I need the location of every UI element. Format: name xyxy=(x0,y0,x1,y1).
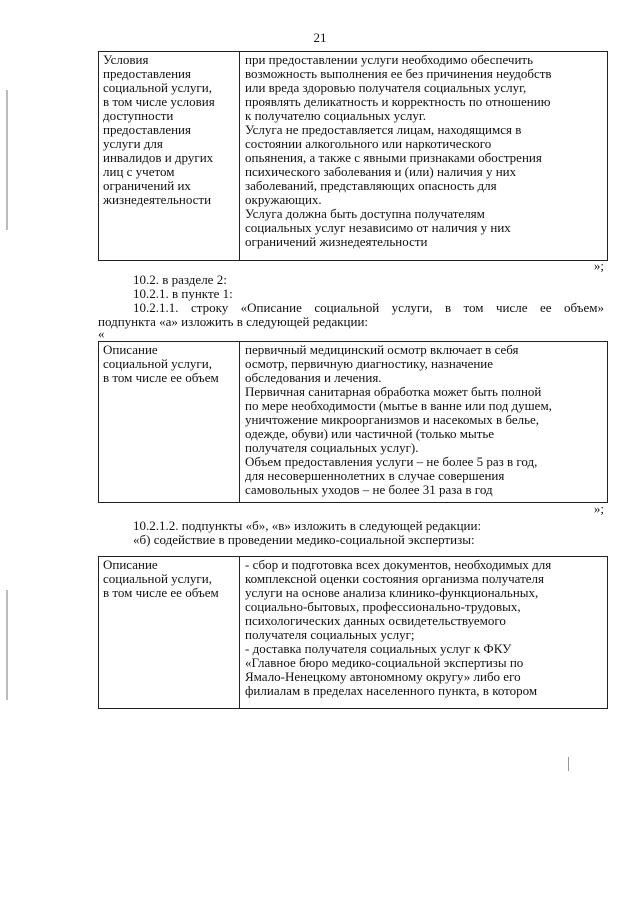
table-line: - сбор и подготовка всех документов, необходимых для xyxy=(245,557,552,572)
table-line: социальной услуги, xyxy=(103,356,212,371)
table-line: при предоставлении услуги необходимо обеспечить xyxy=(245,52,534,67)
table-description-1-content-cell xyxy=(240,342,607,502)
table-line: Объем предоставления услуги – не более 5 раз в год, xyxy=(245,454,538,469)
table-description-2 xyxy=(98,556,608,709)
paragraph-10-2: 10.2. в разделе 2: xyxy=(133,272,227,287)
table-line: в том числе ее объем xyxy=(103,370,219,385)
table-line: возможность выполнения ее без причинения неудобств xyxy=(245,66,552,81)
table-line: психологических данных освидетельствуемого xyxy=(245,613,506,628)
paragraph-10-2-1: 10.2.1. в пункте 1: xyxy=(133,286,233,301)
table-line: услуги на основе анализа клинико-функциональных, xyxy=(245,585,539,600)
table-line: опьянения, а также с явными признаками обострения xyxy=(245,150,542,165)
table-conditions-label-cell xyxy=(99,52,240,260)
table-conditions xyxy=(98,51,608,261)
table-line: проявлять деликатность и корректность по отношению xyxy=(245,94,551,109)
table-conditions-content-cell xyxy=(240,52,607,260)
table-line: услуги для xyxy=(103,136,163,151)
scan-speck-mark xyxy=(568,757,569,771)
table-line: Ямало-Ненецкому автономному округу» либо его xyxy=(245,669,521,684)
table-line: ограничений жизнедеятельности xyxy=(245,234,428,249)
table-line: Первичная санитарная обработка может быть полной xyxy=(245,384,542,399)
table-line: осмотр, первичную диагностику, назначение xyxy=(245,356,494,371)
closing-quote-1: »; xyxy=(593,258,604,273)
table-line: инвалидов и других xyxy=(103,150,214,165)
table-line: одежде, обуви) или частичной (только мытье xyxy=(245,426,495,441)
table-line: Условия xyxy=(103,52,149,67)
table-line: жизнедеятельности xyxy=(103,192,212,207)
table-line: получателя социальных услуг). xyxy=(245,440,419,455)
table-line: социальной услуги, xyxy=(103,571,212,586)
table-line: к получателю социальных услуг. xyxy=(245,108,427,123)
table-line: социальных услуг независимо от наличия у них xyxy=(245,220,511,235)
table-line: Описание xyxy=(103,557,158,572)
table-line: психического заболевания и (или) наличия у них xyxy=(245,164,517,179)
table-description-2-label-cell xyxy=(99,557,240,708)
table-line: уничтожение микроорганизмов и насекомых в белье, xyxy=(245,412,540,427)
table-line: социальной услуги, xyxy=(103,80,212,95)
table-line: первичный медицинский осмотр включает в себя xyxy=(245,342,519,357)
opening-quote-2: « xyxy=(98,326,105,341)
scan-edge-mark xyxy=(6,90,8,230)
table-line: «Главное бюро медико-социальной экспертизы по xyxy=(245,655,524,670)
table-line: социально-бытовых, профессионально-трудовых, xyxy=(245,599,521,614)
table-line: окружающих. xyxy=(245,192,322,207)
table-line: обследования и лечения. xyxy=(245,370,382,385)
table-description-1-label-cell xyxy=(99,342,240,502)
table-line: предоставления xyxy=(103,66,191,81)
table-line: или вреда здоровью получателя социальных услуг, xyxy=(245,80,527,95)
table-description-1 xyxy=(98,341,608,503)
table-line: - доставка получателя социальных услуг к ФКУ xyxy=(245,641,512,656)
table-line: лиц с учетом xyxy=(103,164,175,179)
table-line: филиалам в пределах населенного пункта, в котором xyxy=(245,683,538,698)
closing-quote-2: »; xyxy=(593,501,604,516)
table-line: Услуга должна быть доступна получателям xyxy=(245,206,485,221)
table-line: получателя социальных услуг; xyxy=(245,627,415,642)
table-line: для несовершеннолетних в случае совершения xyxy=(245,468,505,483)
paragraph-10-2-1-1-line2: подпункта «а» изложить в следующей редакции: xyxy=(98,314,369,329)
table-line: доступности xyxy=(103,108,174,123)
page-number: 21 xyxy=(313,30,327,45)
scan-edge-mark xyxy=(6,590,8,700)
table-line: в том числе ее объем xyxy=(103,585,219,600)
table-line: ограничений их xyxy=(103,178,191,193)
table-line: в том числе условия xyxy=(103,94,215,109)
table-line: комплексной оценки состояния организма получателя xyxy=(245,571,545,586)
table-line: по мере необходимости (мытье в ванне или под душем, xyxy=(245,398,552,413)
table-line: самовольных уходов – не более 31 раза в год xyxy=(245,482,493,497)
paragraph-10-2-1-1-line1: 10.2.1.1. строку «Описание социальной услуги, в том числе ее объем» xyxy=(133,300,604,315)
table-line: заболеваний, представляющих опасность для xyxy=(245,178,497,193)
table-line: Услуга не предоставляется лицам, находящимся в xyxy=(245,122,522,137)
table-line: предоставления xyxy=(103,122,191,137)
table-line: состоянии алкогольного или наркотического xyxy=(245,136,492,151)
table-line: Описание xyxy=(103,342,158,357)
table-description-2-content-cell xyxy=(240,557,607,708)
paragraph-b: «б) содействие в проведении медико-социальной экспертизы: xyxy=(133,532,475,547)
paragraph-10-2-1-2: 10.2.1.2. подпункты «б», «в» изложить в следующей редакции: xyxy=(133,518,482,533)
